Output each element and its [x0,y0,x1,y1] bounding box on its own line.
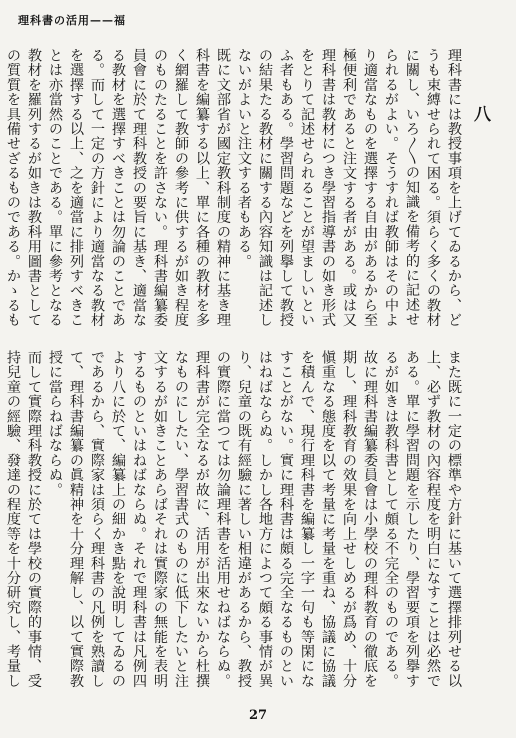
paragraph: 既に文部省が國定教科制度の精神に基き理科書を編纂する以上、單に各種の教材を多く網羅して教師の參考に供するが如き程度のものたることを許さない。理科書編纂委員會に於て理科教授の要旨に基き、適當なる教材を選擇すべきことは勿論のことである。而して一定の方針により適當なる教材を選擇する以上、之を適當に排列すべきことは亦當然のことである。單に參考となる教材を羅列するが如きは教科用圖書としての質質を具備せざるものである。かゝるも [5,48,231,328]
paragraph: 而して實際理科教授に於ては學校の實際的事情、受持兒童の經驗、發達の程度等を十分研究し、考量し [5,350,42,689]
paragraph: 理科書には教授事項を上げてゐるから、どうも束縛せられて困る。須らく多くの教材に關し、いろ〳〵の知識を備考的に記述せられるがよい。そうすれば教師はその中より適當なものを選擇する自由があるから至極便利であると注文する者がある。或は又理科書は教材につき學習指導書の如き形式をとりて記述せられることが望ましいといふ者もある。學習問題などを列擧して教授の結果たる教材に關する內容知識は記述しないがよいと注文する者もある。 [236,48,462,328]
paragraph: また既に一定の標準や方針に基いて選擇排列せる以上、必ず教材の內容程度を明白になすことは必然である。單に學習問題を示したり、學習要項を列擧するが如きは教科書として頗る不完全のものである。故に理科書編纂委員會は小學校の理科教育の徹底を期し、理科教育の效果を向上せしめるが爲め、十分愼重なる態度を以て考量に考量を重ね、協議に協議を積んで、現行理科書を編纂し一字一句も等閑になすことがない。實に理科書は頗る完全なるものといはねばならぬ。しかし各地方によつて頗る事情が異り、兒童の既有經驗に著しい相違があるから、教授の實際に當つては勿論理科書を活用せねばならぬ。理科書が完全なるが故に、活用が出來ないから杜撰なものにしたい、學習書式のものに低下したいと注文するが如きことあらばそれは實際家の無能を表明するものといはねばならぬ。それで理科書は凡例四より八に於て、編纂上の細かき點を說明してゐるのであるから、實際家は須らく理科書の凡例を熟讀して、理科書編纂の眞精神を十分理解し、以て實際教授に當らねばならぬ。 [47,350,462,689]
section-number: 八 [474,105,491,125]
bottom-text-block [5,350,464,690]
top-text-block [5,48,464,340]
page-number: 27 [248,708,268,723]
running-head: 理科書の活用——福 [18,14,126,27]
